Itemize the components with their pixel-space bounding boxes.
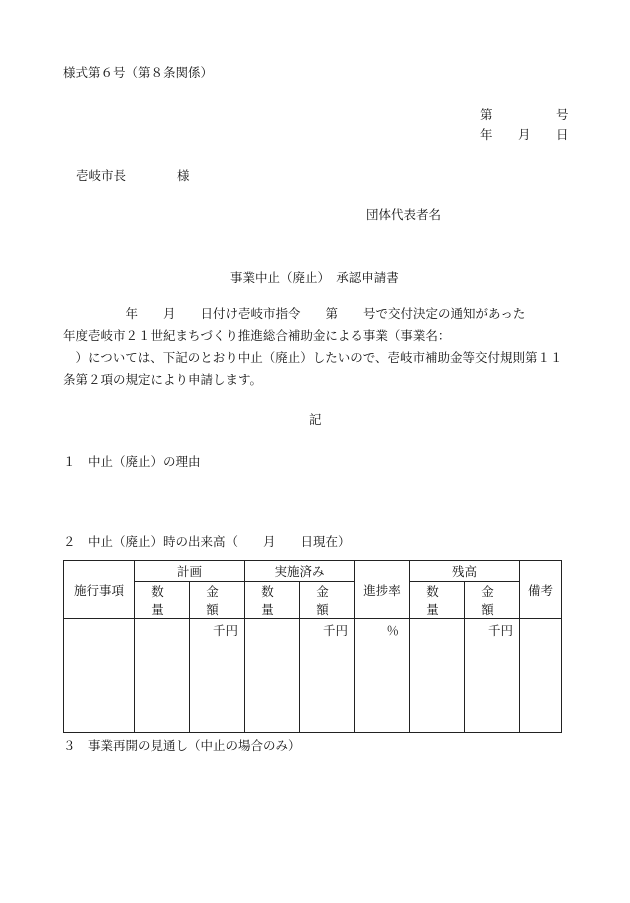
body-line: 条第２項の規定により申請します。 xyxy=(63,372,263,387)
applicant-label: 団体代表者名 xyxy=(366,207,442,222)
cell-remain-amount: 千円 xyxy=(465,619,520,733)
subheader-done-amount: 金 額 xyxy=(300,582,355,619)
number-prefix: 第 xyxy=(480,107,493,122)
form-id: 様式第６号（第８条関係） xyxy=(63,65,214,80)
ki-heading: 記 xyxy=(309,412,322,427)
header-remarks: 備考 xyxy=(520,561,562,619)
body-line: 年 月 日付け壱岐市指令 第 号で交付決定の通知があった xyxy=(63,306,526,321)
cell-progress-rate: ％ xyxy=(355,619,410,733)
date-year: 年 xyxy=(480,127,493,142)
header-work-item: 施行事項 xyxy=(64,561,135,619)
number-suffix: 号 xyxy=(556,107,569,122)
cell-remain-qty xyxy=(410,619,465,733)
cell-work-item xyxy=(64,619,135,733)
cell-remarks xyxy=(520,619,562,733)
section-progress: ２ 中止（廃止）時の出来高（ 月 日現在） xyxy=(63,534,351,549)
subheader-remain-amount: 金 額 xyxy=(465,582,520,619)
cell-done-amount: 千円 xyxy=(300,619,355,733)
subheader-plan-amount: 金 額 xyxy=(190,582,245,619)
table-row xyxy=(64,619,562,733)
header-progress-rate: 進捗率 xyxy=(355,561,410,619)
addressee-name: 壱岐市長 xyxy=(76,168,127,183)
date-day: 日 xyxy=(556,127,569,142)
body-line: ）については、下記のとおり中止（廃止）したいので、壱岐市補助金等交付規則第１１ xyxy=(63,350,563,365)
body-paragraph xyxy=(63,303,573,391)
date-month: 月 xyxy=(518,127,531,142)
subheader-done-qty: 数 量 xyxy=(245,582,300,619)
header-done: 実施済み xyxy=(245,561,355,582)
header-plan: 計画 xyxy=(135,561,245,582)
section-restart-outlook: ３ 事業再開の見通し（中止の場合のみ） xyxy=(63,738,301,753)
body-line: 年度壱岐市２１世紀まちづくり推進総合補助金による事業（事業名： xyxy=(63,328,451,343)
section-reason: １ 中止（廃止）の理由 xyxy=(63,454,201,469)
document-title: 事業中止（廃止） 承認申請書 xyxy=(230,270,399,285)
addressee-honorific: 様 xyxy=(177,168,190,183)
cell-plan-qty xyxy=(135,619,190,733)
progress-table xyxy=(63,560,562,733)
cell-done-qty xyxy=(245,619,300,733)
subheader-remain-qty: 数 量 xyxy=(410,582,465,619)
header-remaining: 残高 xyxy=(410,561,520,582)
cell-plan-amount: 千円 xyxy=(190,619,245,733)
subheader-plan-qty: 数 量 xyxy=(135,582,190,619)
